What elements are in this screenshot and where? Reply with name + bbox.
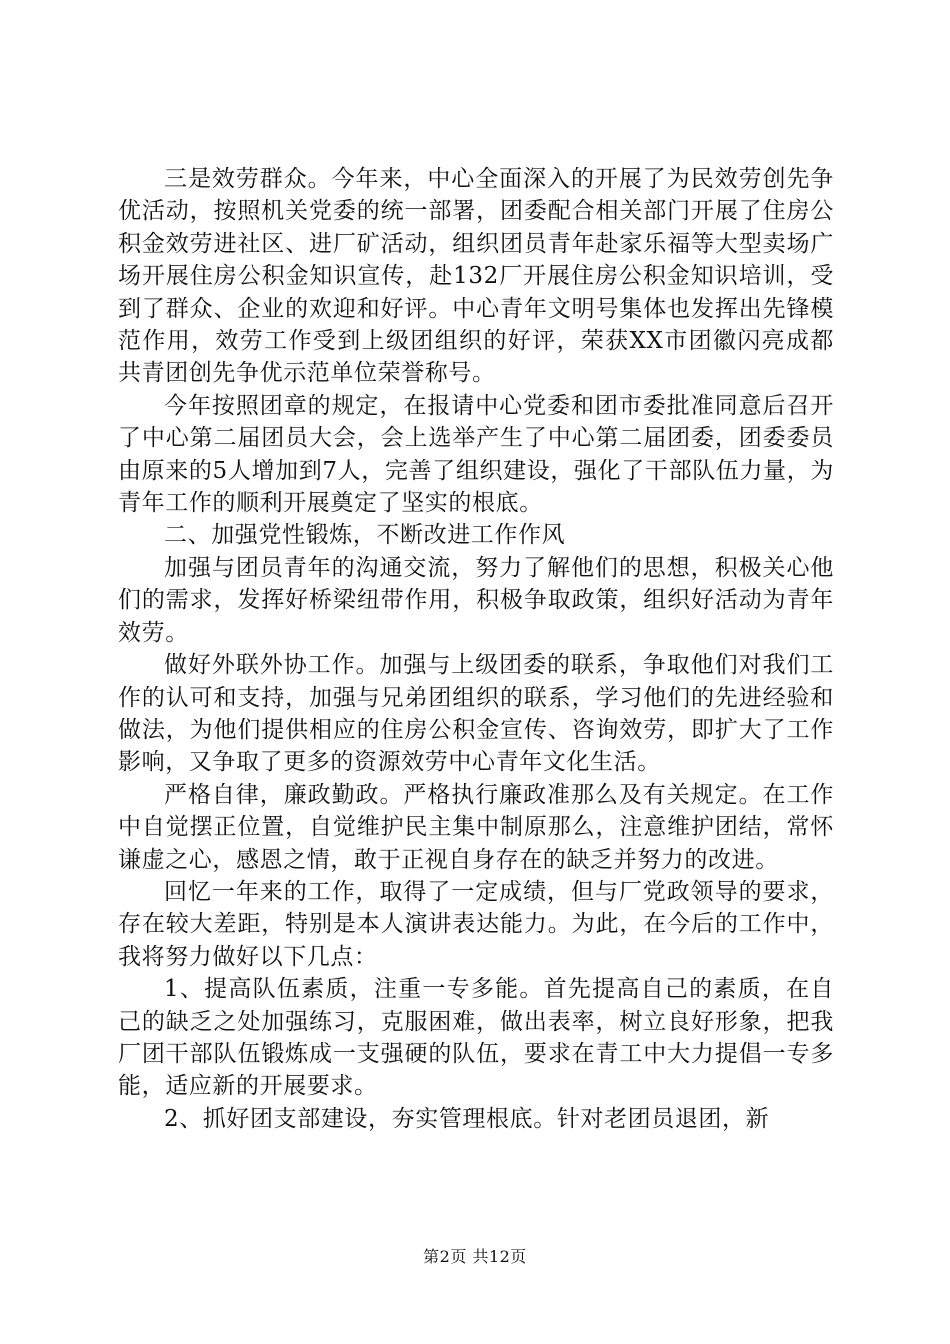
paragraph-self-discipline: 严格自律，廉政勤政。严格执行廉政准那么及有关规定。在工作中自觉摆正位置，自觉维护民主集中制原那么，注意维护团结，常怀谦虚之心，感恩之情，敢于正视自身存在的缺乏并努力的改进。	[118, 781, 834, 873]
paragraph-external-liaison: 做好外联外协工作。加强与上级团委的联系，争取他们对我们工作的认可和支持，加强与兄弟团组织的联系，学习他们的先进经验和做法，为他们提供相应的住房公积金宣传、咨询效劳，即扩大了工作影响，又争取了更多的资源效劳中心青年文化生活。	[118, 652, 834, 776]
paragraph-point-1: 1、提高队伍素质，注重一专多能。首先提高自己的素质，在自己的缺乏之处加强练习，克服困难，做出表率，树立良好形象，把我厂团干部队伍锻炼成一支强硬的队伍，要求在青工中大力提倡一专多能，适应新的开展要求。	[118, 976, 834, 1100]
paragraph-member-congress: 今年按照团章的规定，在报请中心党委和团市委批准同意后召开了中心第二届团员大会，会上选举产生了中心第二届团委，团委委员由原来的5人增加到7人，完善了组织建设，强化了干部队伍力量，为青年工作的顺利开展奠定了坚实的根底。	[118, 392, 834, 517]
document-body	[118, 163, 834, 1135]
paragraph-communication: 加强与团员青年的沟通交流，努力了解他们的思想，积极关心他们的需求，发挥好桥梁纽带作用，积极争取政策，组织好活动为青年效劳。	[118, 554, 834, 646]
paragraph-point-2: 2、抓好团支部建设，夯实管理根底。针对老团员退团，新	[164, 1105, 770, 1132]
paragraph-review: 回忆一年来的工作，取得了一定成绩，但与厂党政领导的要求，存在较大差距，特别是本人演讲表达能力。为此，在今后的工作中，我将努力做好以下几点：	[118, 878, 834, 970]
paragraph-serve-public: 三是效劳群众。今年来，中心全面深入的开展了为民效劳创先争优活动，按照机关党委的统一部署，团委配合相关部门开展了住房公积金效劳进社区、进厂矿活动，组织团员青年赴家乐福等大型卖场广场开展住房公积金知识宣传，赴132厂开展住房公积金知识培训，受到了群众、企业的欢迎和好评。中心青年文明号集体也发挥出先锋模范作用，效劳工作受到上级团组织的好评，荣获XX市团徽闪亮成都共青团创先争优示范单位荣誉称号。	[118, 166, 834, 387]
page-footer: 第2页 共12页	[423, 1247, 527, 1266]
section-heading-party-spirit: 二、加强党性锻炼，不断改进工作作风	[164, 522, 566, 549]
